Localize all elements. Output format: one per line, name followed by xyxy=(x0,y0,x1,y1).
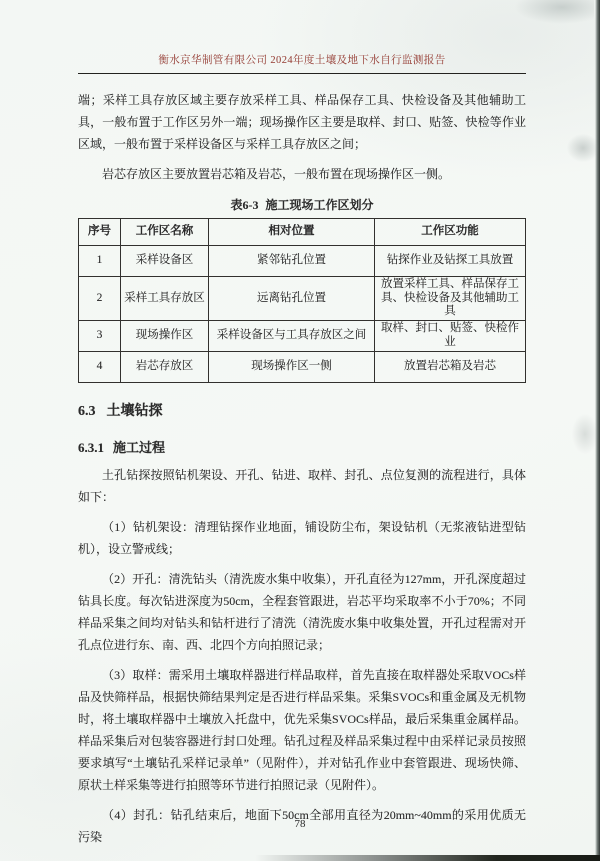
section-heading-6-3 xyxy=(78,400,526,420)
scan-edge-bottom xyxy=(255,855,600,861)
table-cell: 放置采样工具、样品保存工具、快检设备及其他辅助工具 xyxy=(375,277,526,321)
table-caption xyxy=(78,196,526,213)
table-cell: 现场操作区 xyxy=(121,320,209,351)
document-body xyxy=(78,89,526,848)
table-cell: 4 xyxy=(79,351,121,382)
table-cell: 采样设备区与工具存放区之间 xyxy=(209,320,375,351)
col-header-zone-name: 工作区名称 xyxy=(121,219,209,246)
table-cell: 现场操作区一侧 xyxy=(209,351,375,382)
scan-smudge xyxy=(567,134,599,162)
col-header-zone-function: 工作区功能 xyxy=(375,219,526,246)
paragraph-step2-drilling: （2）开孔：清洗钻头（清洗废水集中收集），开孔直径为127mm，开孔深度超过钻具长度。每次钻进深度为50cm，全程套管跟进，岩芯平均采取率不小于70%；不同样品采集之间均对钻头和钻杆进行了清洗（清洗废水集中收集处置，开孔过程需对开孔点位进行东、南、西、北四个方向拍照记录； xyxy=(78,571,526,652)
table-row xyxy=(79,351,526,382)
table-cell: 放置岩芯箱及岩芯 xyxy=(375,351,526,382)
col-header-relative-position: 相对位置 xyxy=(209,219,375,246)
table-cell: 采样设备区 xyxy=(121,246,209,277)
report-header-title: 衡水京华制管有限公司 2024年度土壤及地下水自行监测报告 xyxy=(158,55,446,66)
col-header-index: 序号 xyxy=(79,219,121,246)
table-cell: 1 xyxy=(79,246,121,277)
table-label: 表6-3 xyxy=(230,198,259,212)
table-cell: 2 xyxy=(79,277,121,321)
table-header-row xyxy=(79,219,526,246)
paragraph-sampling-tool-zone: 端；采样工具存放区域主要存放采样工具、样品保存工具、快检设备及其他辅助工具，一般布置于工作区另外一端；现场操作区主要是取样、封口、贴签、快检等作业区域，一般布置于采样设备区与采样工具存放区之间； xyxy=(78,93,526,151)
table-cell: 紧邻钻孔位置 xyxy=(209,246,375,277)
paragraph-core-storage-zone: 岩芯存放区主要放置岩芯箱及岩芯，一般布置在现场操作区一侧。 xyxy=(102,167,451,181)
scan-smudge xyxy=(572,414,598,454)
page-number: 78 xyxy=(294,818,306,830)
section-title: 土壤钻探 xyxy=(106,403,163,419)
page-header xyxy=(78,52,526,74)
table-row xyxy=(79,320,526,351)
paragraph-process-intro: 土孔钻探按照钻机架设、开孔、钻进、取样、封孔、点位复测的流程进行，具体如下： xyxy=(78,467,526,504)
table-cell: 采样工具存放区 xyxy=(121,277,209,321)
table-title: 施工现场工作区划分 xyxy=(265,198,374,212)
paragraph-step1-rig-setup: （1）钻机架设：清理钻探作业地面，铺设防尘布，架设钻机（无浆液钻进型钻机），设立警戒线； xyxy=(78,519,526,556)
table-cell: 远离钻孔位置 xyxy=(209,277,375,321)
table-cell: 钻探作业及钻探工具放置 xyxy=(375,246,526,277)
section-heading-6-3-1 xyxy=(78,437,526,456)
table-cell: 岩芯存放区 xyxy=(121,351,209,382)
work-zone-table xyxy=(78,218,526,383)
paragraph-step3-sampling: （3）取样：需采用土壤取样器进行样品取样，首先直接在取样器处采取VOCs样品及快筛样品，根据快筛结果判定是否进行样品采集。采集SVOCs和重金属及无机物时，将土壤取样器中土壤放入托盘中，优先采集SVOCs样品，最后采集重金属样品。样品采集后对包装容器进行封口处理。钻孔过程及样品采集过程中由采样记录员按照要求填写“土壤钻孔采样记录单”（见附件），并对钻孔作业中套管跟进、现场快筛、原状土样采集等进行拍照等环节进行拍照记录（见附件）。 xyxy=(78,667,526,792)
table-cell: 取样、封口、贴签、快检作业 xyxy=(375,320,526,351)
table-row xyxy=(79,246,526,277)
section-number: 6.3.1 xyxy=(78,439,104,455)
table-row xyxy=(79,277,526,321)
section-number: 6.3 xyxy=(78,403,96,419)
paragraph-step4-sealing: （4）封孔：钻孔结束后，地面下50cm全部用直径为20mm~40mm的采用优质无污染 xyxy=(78,807,526,844)
scan-smudge xyxy=(514,0,594,24)
table-cell: 3 xyxy=(79,320,121,351)
section-title: 施工过程 xyxy=(113,439,166,455)
